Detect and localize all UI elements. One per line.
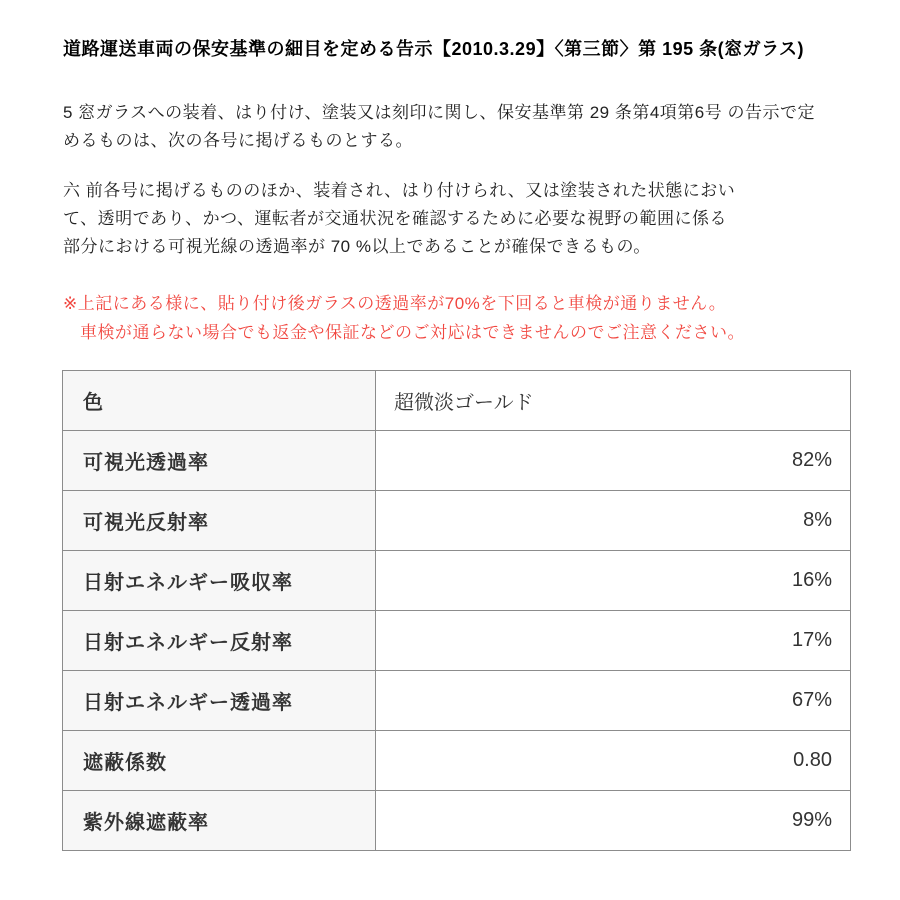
spec-label: 紫外線遮蔽率	[63, 791, 376, 851]
inspection-warning-note	[63, 289, 863, 347]
paragraph-clause-5	[63, 99, 863, 155]
spec-value-color: 超微淡ゴールド	[376, 371, 851, 431]
paragraph-line: て、透明であり、かつ、運転者が交通状況を確認するために必要な視野の範囲に係る	[63, 209, 727, 228]
table-row-shading-coefficient	[63, 731, 851, 791]
spec-label: 日射エネルギー吸収率	[63, 551, 376, 611]
table-row-visible-light-reflectance	[63, 491, 851, 551]
spec-value: 67%	[376, 671, 851, 731]
spec-label: 可視光透過率	[63, 431, 376, 491]
table-row-solar-transmittance	[63, 671, 851, 731]
table-row-solar-reflectance	[63, 611, 851, 671]
spec-label: 可視光反射率	[63, 491, 376, 551]
spec-value: 16%	[376, 551, 851, 611]
paragraph-line: めるものは、次の各号に掲げるものとする。	[63, 131, 413, 150]
table-row-visible-light-transmittance	[63, 431, 851, 491]
spec-value: 82%	[376, 431, 851, 491]
spec-label-color: 色	[63, 371, 376, 431]
warning-line: ※上記にある様に、貼り付け後ガラスの透過率が70%を下回ると車検が通りません。	[63, 294, 727, 313]
spec-label: 遮蔽係数	[63, 731, 376, 791]
spec-label: 日射エネルギー透過率	[63, 671, 376, 731]
table-row-solar-absorption	[63, 551, 851, 611]
paragraph-clause-6	[63, 177, 863, 261]
paragraph-line: 六 前各号に掲げるもののほか、装着され、はり付けられ、又は塗装された状態におい	[63, 181, 736, 200]
film-spec-table	[62, 370, 851, 851]
paragraph-line: 部分における可視光線の透過率が 70 %以上であることが確保できるもの。	[63, 237, 651, 256]
page-title: 道路運送車両の保安基準の細目を定める告示【2010.3.29】〈第三節〉第 195 条(窓ガラス)	[63, 39, 805, 59]
spec-value: 17%	[376, 611, 851, 671]
warning-line: 車検が通らない場合でも返金や保証などのご対応はできませんのでご注意ください。	[80, 323, 745, 342]
table-row-uv-blocking	[63, 791, 851, 851]
spec-value: 0.80	[376, 731, 851, 791]
spec-value: 8%	[376, 491, 851, 551]
spec-label: 日射エネルギー反射率	[63, 611, 376, 671]
paragraph-line: 5 窓ガラスへの装着、はり付け、塗装又は刻印に関し、保安基準第 29 条第4項第6号 の告示で定	[63, 103, 815, 122]
spec-value: 99%	[376, 791, 851, 851]
table-row-color	[63, 371, 851, 431]
